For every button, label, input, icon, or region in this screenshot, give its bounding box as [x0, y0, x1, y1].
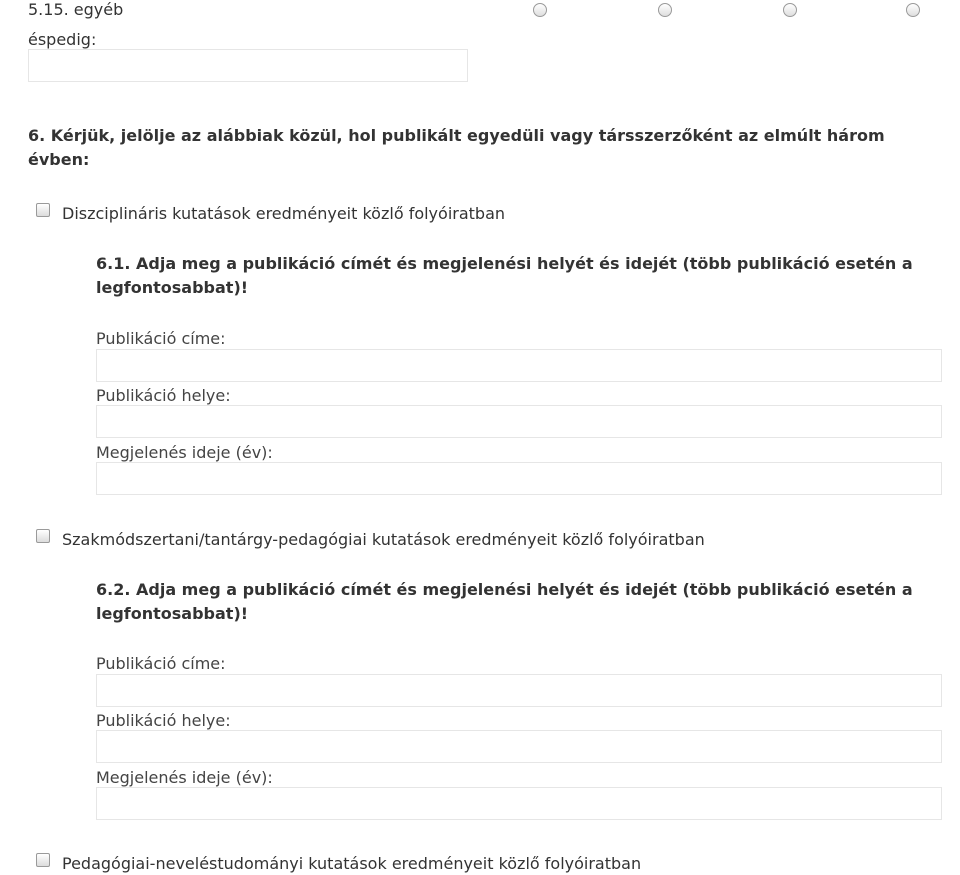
publication-place-input[interactable]: [96, 405, 942, 438]
subquestion-6-1-line2: legfontosabbat)!: [96, 278, 249, 297]
publication-place-input[interactable]: [96, 730, 942, 763]
publication-year-input[interactable]: [96, 787, 942, 820]
question-6-title: [28, 124, 948, 172]
subquestion-6-1-line1: 6.1. Adja meg a publikáció címét és megjelenési helyét és idejét (több publikáció esetén a: [96, 254, 913, 273]
publication-title-input[interactable]: [96, 349, 942, 382]
publication-title-label: Publikáció címe:: [96, 654, 226, 673]
checkbox-subject-pedagogy[interactable]: [36, 529, 50, 543]
question-6-line2: évben:: [28, 150, 90, 169]
publication-title-label: Publikáció címe:: [96, 329, 226, 348]
subquestion-6-1-title: [96, 252, 913, 300]
checkbox-education-science-label: Pedagógiai-neveléstudományi kutatások eredményeit közlő folyóiratban: [62, 854, 642, 873]
publication-year-label: Megjelenés ideje (év):: [96, 768, 273, 787]
publication-place-label: Publikáció helye:: [96, 386, 231, 405]
subquestion-6-2-line1: 6.2. Adja meg a publikáció címét és megjelenési helyét és idejét (több publikáció esetén a: [96, 580, 913, 599]
subquestion-6-2-title: [96, 578, 913, 626]
checkbox-disciplinary-label: Diszciplináris kutatások eredményeit közlő folyóiratban: [62, 204, 506, 223]
especially-label: éspedig:: [28, 30, 97, 49]
checkbox-education-science[interactable]: [36, 853, 50, 867]
subquestion-6-2-line2: legfontosabbat)!: [96, 604, 249, 623]
checkbox-subject-pedagogy-label: Szakmódszertani/tantárgy-pedagógiai kutatások eredményeit közlő folyóiratban: [62, 530, 705, 549]
publication-year-label: Megjelenés ideje (év):: [96, 443, 273, 462]
publication-title-input[interactable]: [96, 674, 942, 707]
radio-other-4[interactable]: [906, 3, 920, 17]
other-specify-input[interactable]: [28, 49, 468, 82]
option-label-other: 5.15. egyéb: [28, 0, 124, 19]
checkbox-disciplinary[interactable]: [36, 203, 50, 217]
publication-place-label: Publikáció helye:: [96, 711, 231, 730]
radio-other-3[interactable]: [783, 3, 797, 17]
radio-other-1[interactable]: [533, 3, 547, 17]
question-6-line1: 6. Kérjük, jelölje az alábbiak közül, hol publikált egyedüli vagy társszerzőként az elmúlt három: [28, 126, 885, 145]
publication-year-input[interactable]: [96, 462, 942, 495]
radio-other-2[interactable]: [658, 3, 672, 17]
